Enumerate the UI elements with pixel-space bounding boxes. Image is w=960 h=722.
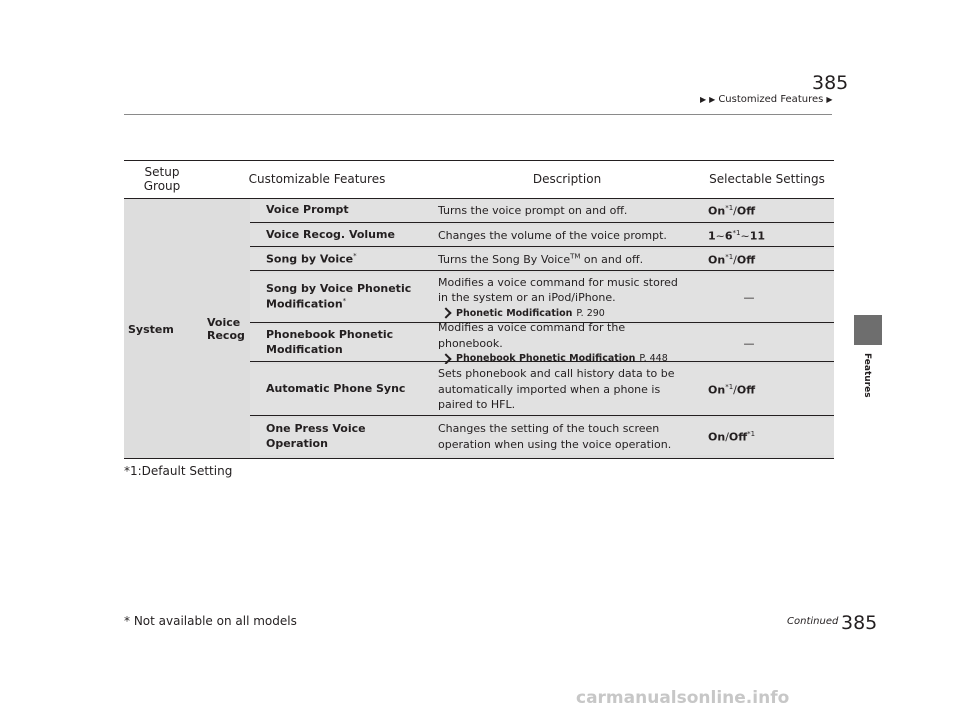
triangle-right-icon: ▶ [709,95,716,104]
reference-title: Phonebook Phonetic Modification [456,353,636,365]
header-setup-group: Setup Group [143,164,181,193]
description-text: Modifies a voice command for music stored in the system or an iPod/iPhone. [438,275,678,305]
setting-separator: ~ [715,229,725,243]
description-text: Sets phonebook and call history data to be automatically imported when a phone is paired to HFL. [438,367,675,412]
feature-setting [694,325,804,361]
feature-description [438,321,686,365]
setting-on: On [708,204,726,218]
description-text: Turns the voice prompt on and off. [438,203,628,217]
setting-separator: / [725,430,729,444]
table-row [250,225,834,247]
setting-max: 11 [749,229,766,243]
feature-label: One Press Voice Operation [266,421,366,450]
setting-on: On [708,430,726,444]
feature-label: Voice Prompt [266,203,349,217]
feature-name [266,418,424,455]
group-system-label: System [128,323,174,336]
default-mark: *1 [725,203,734,212]
reference-page: P. 448 [639,353,668,365]
feature-name [266,199,424,222]
setting-off: Off [736,253,756,267]
table-body [124,199,834,459]
reference-arrow-icon [440,308,451,319]
feature-setting [708,225,834,246]
feature-description [438,199,686,222]
feature-label: Song by Voice [266,252,354,266]
table-header [124,160,834,199]
table-row [250,364,834,416]
top-divider [124,114,832,115]
setting-none: — [743,291,755,304]
reference-page: P. 290 [576,307,605,319]
feature-label: Song by Voice Phonetic Modification [266,282,412,311]
trademark-mark: TM [570,252,581,261]
default-setting-footnote: *1:Default Setting [124,464,233,478]
feature-label: Phonebook Phonetic Modification [266,328,394,356]
table-row [250,249,834,271]
feature-rows [250,199,834,455]
feature-name [266,325,424,361]
availability-mark: * [342,297,347,306]
table-row [250,321,834,365]
header-description: Description [532,171,602,186]
header-customizable-features: Customizable Features [248,171,386,186]
feature-setting [708,418,834,455]
feature-setting [708,199,834,222]
feature-name [266,364,424,415]
description-text: Modifies a voice command for the phonebook. [438,321,626,350]
cross-reference[interactable] [438,307,686,320]
table-row [250,199,834,223]
breadcrumb-label: Customized Features [718,94,824,105]
feature-setting [708,364,834,415]
table-row [250,273,834,323]
setting-off: Off [736,204,756,218]
setting-none: — [743,336,755,350]
setting-separator: / [733,253,737,267]
setting-default: 6 [724,229,733,243]
reference-arrow-icon [440,353,451,364]
setting-min: 1 [708,229,716,243]
setting-separator: / [733,204,737,218]
breadcrumb [700,94,832,105]
availability-mark: * [353,251,357,260]
feature-name [266,249,424,270]
availability-note: * Not available on all models [124,614,297,628]
setting-on: On [708,253,726,267]
page-number-top: 385 [812,72,849,94]
feature-label: Automatic Phone Sync [266,382,406,396]
feature-setting [708,249,834,270]
feature-description [438,418,686,455]
section-side-label: Features [862,353,872,398]
setting-separator: ~ [740,229,750,243]
default-mark: *1 [732,228,741,237]
watermark: carmanualsonline.info [576,688,790,708]
feature-label: Voice Recog. Volume [266,228,395,242]
setting-off: Off [728,430,748,444]
description-text: Changes the volume of the voice prompt. [438,228,667,242]
default-mark: *1 [725,252,734,261]
triangle-right-icon: ▶ [826,95,833,104]
reference-title: Phonetic Modification [456,307,573,319]
description-text: Turns the Song By Voice [438,252,571,266]
setting-off: Off [736,383,756,397]
feature-setting [694,273,804,322]
header-selectable-settings: Selectable Settings [709,171,825,186]
default-mark: *1 [747,429,756,438]
section-tab-marker [854,315,882,345]
description-text-end: on and off. [580,252,644,266]
setting-on: On [708,383,726,397]
feature-name [266,273,424,322]
feature-description [438,225,686,246]
default-mark: *1 [725,382,734,391]
description-text: Changes the setting of the touch screen operation when using the voice operation. [438,422,672,451]
feature-description [438,273,686,322]
feature-description [438,364,686,415]
group-voice-recog-label: Voice Recog [207,316,245,343]
continued-label: Continued [787,616,839,627]
triangle-right-icon: ▶ [700,95,707,104]
feature-name [266,225,424,246]
feature-description [438,249,686,270]
table-row [250,418,834,455]
customizable-features-table [124,160,834,459]
setting-separator: / [733,383,737,397]
page-number-bottom: 385 [841,612,878,634]
